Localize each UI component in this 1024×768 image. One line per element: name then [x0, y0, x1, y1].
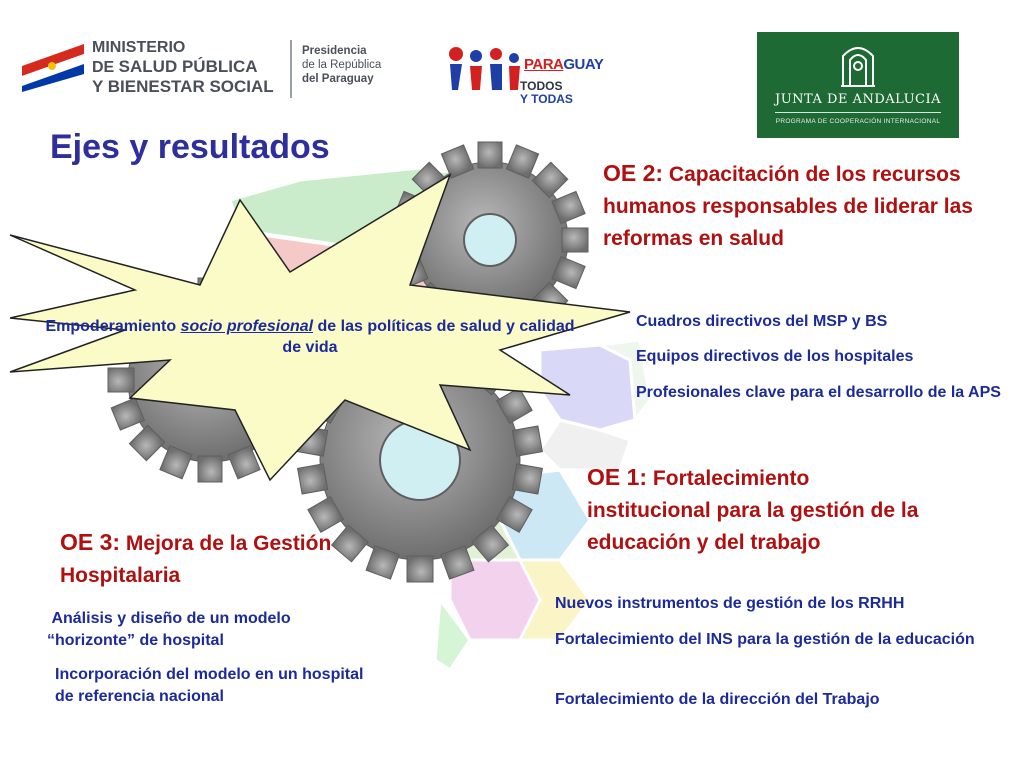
star-text-emphasis: socio profesional — [180, 318, 314, 335]
page-title: Ejes y resultados — [50, 128, 330, 166]
todos-text — [520, 80, 573, 106]
oe2-item-2: Equipos directivos de los hospitales — [636, 348, 914, 365]
ministry-text — [92, 38, 274, 96]
ministry-line1: MINISTERIO — [92, 39, 186, 56]
oe3-code: OE 3: — [60, 529, 121, 555]
para-text: PARA — [524, 56, 564, 73]
junta-emblem-icon — [839, 42, 877, 88]
todos-line1: TODOS — [520, 79, 563, 93]
guay-text: GUAY — [563, 56, 604, 73]
oe1-item-2: Fortalecimiento del INS para la gestión de la educación — [555, 631, 975, 648]
presidencia-line1: Presidencia — [302, 45, 367, 57]
presidencia-line3: del Paraguay — [302, 73, 374, 85]
starburst-text — [40, 316, 580, 358]
oe2-item-3: Profesionales clave para el desarrollo de la APS — [636, 384, 1001, 401]
ministry-line3: Y BIENESTAR SOCIAL — [92, 77, 274, 96]
oe3-item-1: Análisis y diseño de un modelo “horizonte” de hospital — [47, 610, 296, 649]
people-icon — [446, 44, 522, 94]
oe1-item-3: Fortalecimiento de la dirección del Trabajo — [555, 691, 880, 708]
junta-andalucia-logo — [757, 32, 959, 138]
ministry-line2-bold: SALUD PÚBLICA — [118, 57, 258, 76]
oe1-code: OE 1: — [587, 464, 648, 490]
junta-subtitle: PROGRAMA DE COOPERACIÓN INTERNACIONAL — [775, 118, 941, 125]
oe2-code: OE 2: — [603, 160, 664, 186]
oe3-description: Mejora de la Gestión Hospitalaria — [60, 532, 349, 587]
logo-divider — [290, 40, 292, 98]
oe2-item-1: Cuadros directivos del MSP y BS — [636, 313, 888, 330]
presidencia-line2: de la República — [302, 59, 382, 71]
paraguay-flag-icon — [22, 44, 84, 92]
oe3-heading — [60, 527, 360, 593]
presidencia-text — [302, 44, 381, 86]
star-text-after: de las políticas de salud y calidad de vida — [282, 318, 575, 356]
oe1-item-1: Nuevos instrumentos de gestión de los RRHH — [555, 595, 905, 612]
junta-title: JUNTA DE ANDALUCIA — [775, 92, 941, 107]
todos-line2: Y TODAS — [520, 92, 573, 106]
oe2-heading — [603, 158, 973, 256]
oe1-description: Fortalecimiento institucional para la gestión de la educación y del trabajo — [587, 467, 919, 554]
oe1-heading — [587, 462, 927, 560]
oe2-description: Capacitación de los recursos humanos responsables de liderar las reformas en salud — [603, 163, 973, 250]
paraguay-todos-logo — [446, 40, 616, 120]
paraguay-wordmark — [524, 56, 603, 73]
junta-divider — [775, 112, 941, 113]
star-text-before: Empoderamiento — [45, 318, 181, 335]
ministry-logo — [22, 32, 402, 108]
oe3-item-2: Incorporación del modelo en un hospital de referencia nacional — [55, 666, 364, 705]
ministry-line2-prefix: DE — [92, 59, 119, 76]
